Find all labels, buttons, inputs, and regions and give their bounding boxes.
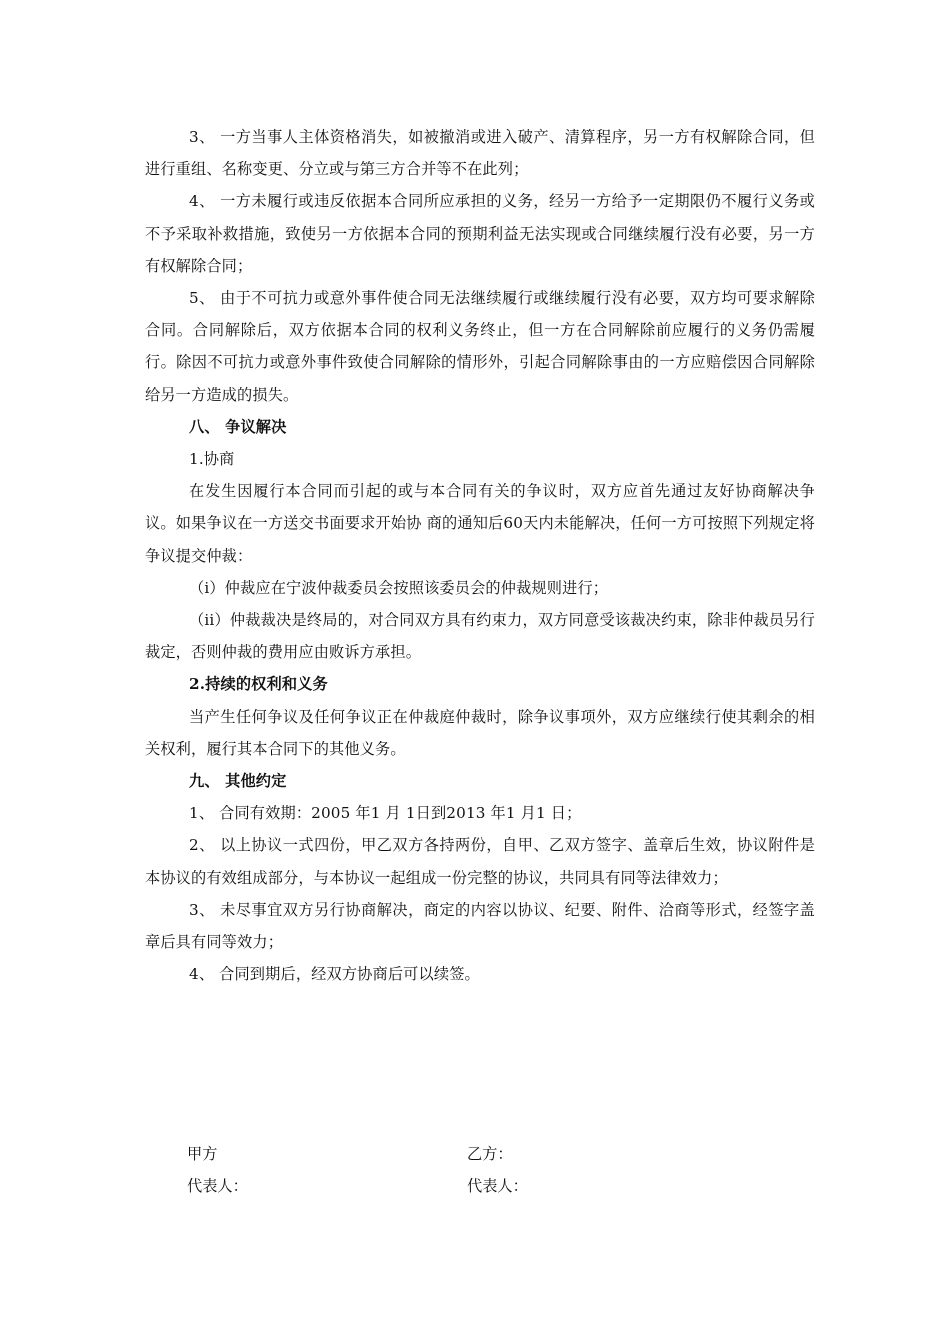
clause-9-4: 4、 合同到期后，经双方协商后可以续签。 xyxy=(189,965,480,984)
document-body xyxy=(145,121,815,990)
clause-7-5: 5、 由于不可抗力或意外事件使合同无法继续履行或继续履行没有必要，双方均可要求解除合同。合同解除后，双方依据本合同的权利义务终止，但一方在合同解除前应履行的义务仍需履行。除因不可抗力或意外事件致使合同解除的情形外，引起合同解除事由的一方应赔偿因合同解除给另一方造成的损失。 xyxy=(145,289,815,404)
clause-7-3: 3、 一方当事人主体资格消失，如被撤消或进入破产、清算程序，另一方有权解除合同，但进行重组、名称变更、分立或与第三方合并等不在此列； xyxy=(145,128,815,179)
party-b-label: 乙方： xyxy=(467,1145,513,1163)
section-8-item-ii: （ii）仲裁裁决是终局的，对合同双方具有约束力，双方同意受该裁决约束，除非仲裁员另行裁定，否则仲裁的费用应由败诉方承担。 xyxy=(145,611,815,662)
signature-block xyxy=(187,1138,707,1202)
clause-9-1: 1、 合同有效期：2005 年1 月 1日到2013 年1 月1 日； xyxy=(189,804,582,823)
section-8-sub1-paragraph: 在发生因履行本合同而引起的或与本合同有关的争议时，双方应首先通过友好协商解决争议。如果争议在一方送交书面要求开始协 商的通知后60天内未能解决，任何一方可按照下列规定将争议提交仲裁： xyxy=(145,482,815,565)
section-8-item-i: （i）仲裁应在宁波仲裁委员会按照该委员会的仲裁规则进行； xyxy=(189,578,609,597)
party-a-label: 甲方 xyxy=(187,1145,218,1163)
party-a-representative-label: 代表人： xyxy=(187,1177,248,1195)
section-8-sub2-heading: 2.持续的权利和义务 xyxy=(189,675,328,694)
party-b-representative-label: 代表人： xyxy=(467,1177,528,1195)
section-8-sub1-heading: 1.协商 xyxy=(189,450,235,469)
section-9-heading: 九、 其他约定 xyxy=(189,772,287,791)
section-8-sub2-paragraph: 当产生任何争议及任何争议正在仲裁庭仲裁时，除争议事项外，双方应继续行使其剩余的相关权利，履行其本合同下的其他义务。 xyxy=(145,707,815,758)
clause-9-2: 2、 以上协议一式四份，甲乙双方各持两份，自甲、乙双方签字、盖章后生效，协议附件是本协议的有效组成部分，与本协议一起组成一份完整的协议，共同具有同等法律效力； xyxy=(145,836,815,887)
clause-9-3: 3、 未尽事宜双方另行协商解决，商定的内容以协议、纪要、附件、洽商等形式，经签字盖章后具有同等效力； xyxy=(145,900,815,952)
clause-7-4: 4、 一方未履行或违反依据本合同所应承担的义务，经另一方给予一定期限仍不履行义务或不予采取补救措施，致使另一方依据本合同的预期利益无法实现或合同继续履行没有必要，另一方有权解除合同； xyxy=(145,192,815,275)
section-8-heading: 八、 争议解决 xyxy=(189,417,287,436)
signature-representative-row xyxy=(187,1170,707,1202)
signature-party-row xyxy=(187,1138,707,1170)
